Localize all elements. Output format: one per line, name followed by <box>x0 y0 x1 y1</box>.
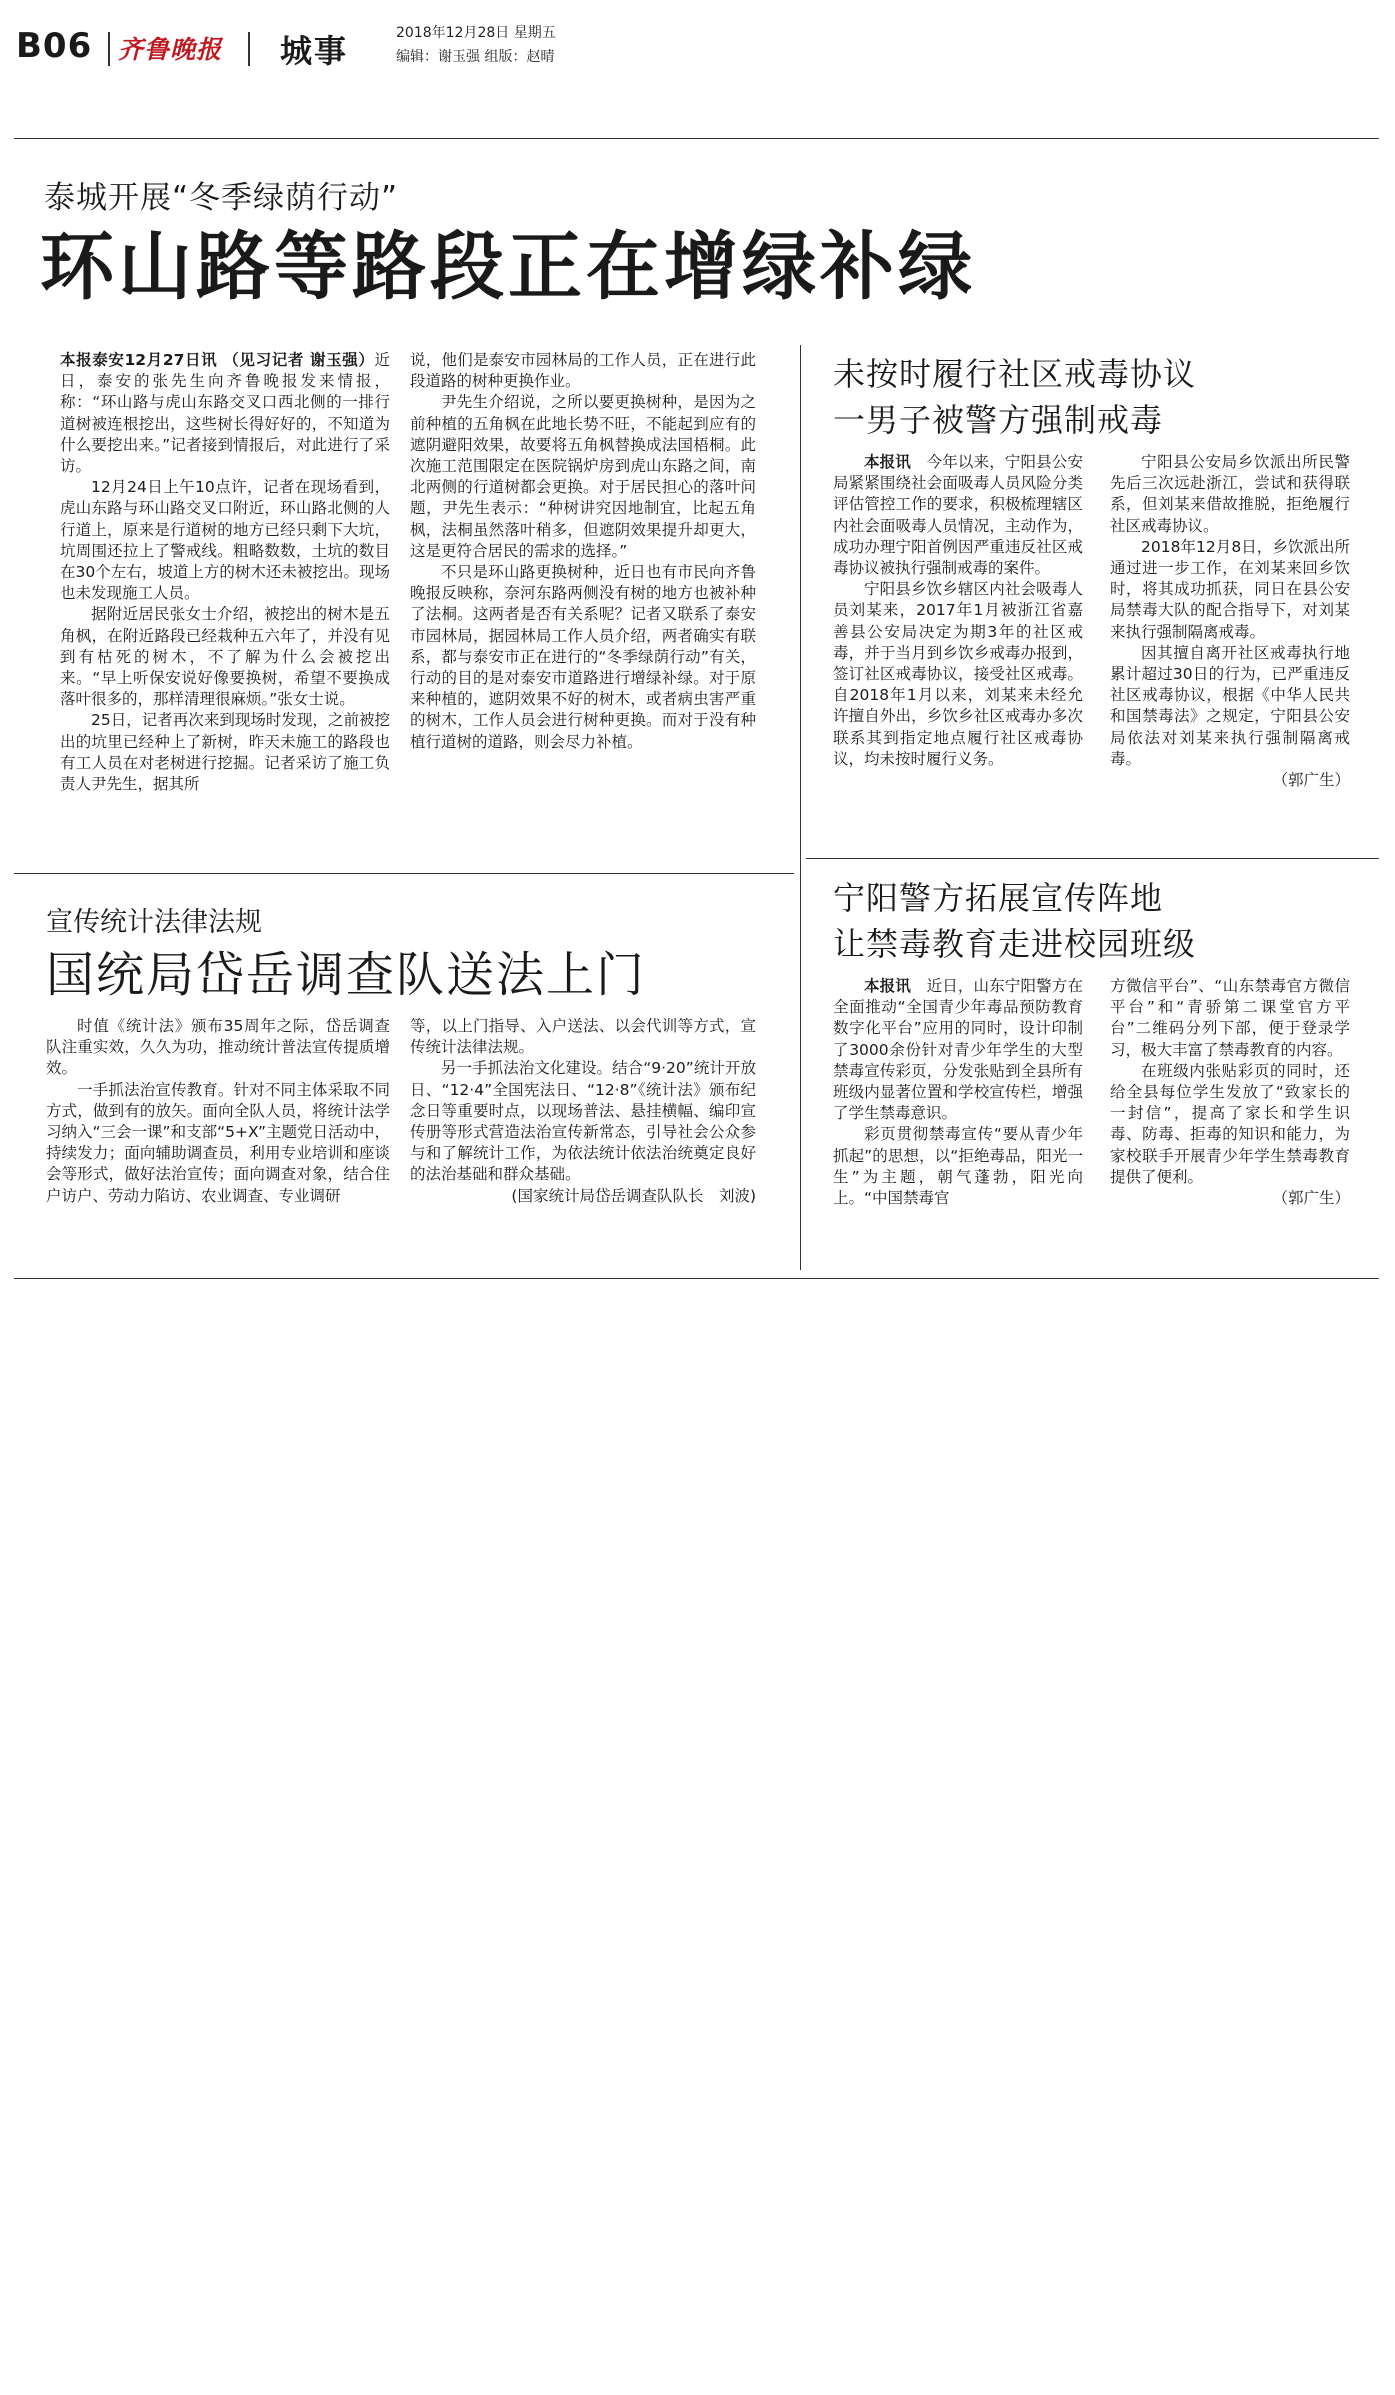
story-divider <box>806 858 1379 859</box>
newspaper-logo: 齐鲁晚报 <box>118 35 223 64</box>
story3-headline: 国统局岱岳调查队送法上门 <box>46 947 647 1003</box>
story2-paragraph: 今年以来，宁阳县公安局紧紧围绕社会面吸毒人员风险分类评估管控工作的要求，积极梳理辖区内社会面吸毒人员情况，主动作为，成功办理宁阳首例因严重违反社区戒毒协议被执行强制戒毒的案件。 <box>833 453 1083 578</box>
header-divider <box>108 32 110 66</box>
story2-paragraph: 宁阳县公安局乡饮派出所民警先后三次远赴浙江，尝试和获得联系，但刘某来借故推脱，拒绝履行社区戒毒协议。 <box>1110 453 1350 535</box>
story3-paragraph: 时值《统计法》颁布35周年之际，岱岳调查队注重实效，久久为功，推动统计普法宣传提质增效。 <box>46 1017 390 1078</box>
story2-signature: （郭广生） <box>1272 771 1350 790</box>
story2-paragraph: 2018年12月8日，乡饮派出所通过进一步工作，在刘某来回乡饮时，将其成功抓获，同日在县公安局禁毒大队的配合指导下，对刘某来执行强制隔离戒毒。 <box>1110 537 1350 641</box>
story2-column-1 <box>833 452 1083 770</box>
header-divider <box>248 32 250 66</box>
story1-kicker: 泰城开展“冬季绿荫行动” <box>44 180 399 216</box>
story1-paragraph: 说，他们是泰安市园林局的工作人员，正在进行此段道路的树种更换作业。 <box>410 351 756 391</box>
story-divider <box>14 873 794 874</box>
page-number: B06 <box>16 26 93 66</box>
header-rule <box>14 138 1379 139</box>
story3-paragraph: 一手抓法治宣传教育。针对不同主体采取不同方式，做到有的放矢。面向全队人员，将统计法学习纳入“三会一课”和支部“5+X”主题党日活动中，持续发力；面向辅助调查员，利用专业培训和座谈会等形式，做好法治宣传；面向调查对象，结合住户访户、劳动力陷访、农业调查、专业调研 <box>46 1080 390 1205</box>
story3-column-2 <box>410 1016 756 1207</box>
story1-column-1 <box>60 350 390 795</box>
story1-paragraph: 近日，泰安的张先生向齐鲁晚报发来情报，称：“环山路与虎山东路交叉口西北侧的一排行道树被连根挖出，这些树长得好好的，不知道为什么要挖出来。”记者接到情报后，对此进行了采访。 <box>60 351 390 476</box>
story2-headline-line2: 一男子被警方强制戒毒 <box>833 401 1164 439</box>
story3-signature: (国家统计局岱岳调查队队长 刘波) <box>511 1186 756 1205</box>
bottom-rule <box>14 1278 1379 1279</box>
date-line: 2018年12月28日 星期五 <box>396 25 556 41</box>
story3-kicker: 宣传统计法律法规 <box>46 907 262 938</box>
story2-headline-line1: 未按时履行社区戒毒协议 <box>833 355 1197 393</box>
editor-line: 编辑：谢玉强 组版：赵晴 <box>396 49 555 65</box>
story4-headline-line1: 宁阳警方拓展宣传阵地 <box>833 879 1164 917</box>
story1-paragraph: 不只是环山路更换树种，近日也有市民向齐鲁晚报反映称，奈河东路两侧没有树的地方也被补种了法桐。这两者是否有关系呢？记者又联系了泰安市园林局，据园林局工作人员介绍，两者确实有联系，都与泰安市正在进行的“冬季绿荫行动”有关，行动的目的是对泰安市道路进行增绿补绿。对于原来种植的，遮阴效果不好的树木，或者病虫害严重的树木，工作人员会进行树种更换。而对于没有种植行道树的道路，则会尽力补植。 <box>410 563 756 751</box>
column-divider <box>800 345 801 1270</box>
story3-paragraph: 另一手抓法治文化建设。结合“9·20”统计开放日、“12·4”全国宪法日、“12·8”《统计法》颁布纪念日等重要时点，以现场普法、悬挂横幅、编印宣传册等形式营造法治宣传新常态，引导社会公众参与和了解统计工作，为依法统计依法治统奠定良好的法治基础和群众基础。 <box>410 1059 756 1184</box>
story4-signature: （郭广生） <box>1272 1189 1350 1208</box>
story2-byline: 本报讯 <box>864 453 911 471</box>
story1-byline: 本报泰安12月27日讯 （见习记者 谢玉强） <box>60 351 375 369</box>
story4-paragraph: 近日，山东宁阳警方在全面推动“全国青少年毒品预防教育数字化平台”应用的同时，设计印制了3000余份针对青少年学生的大型禁毒宣传彩页，分发张贴到全县所有班级内显著位置和学校宣传栏，增强了学生禁毒意识。 <box>833 977 1083 1123</box>
story2-paragraph: 因其擅自离开社区戒毒执行地累计超过30日的行为，已严重违反社区戒毒协议，根据《中华人民共和国禁毒法》之规定，宁阳县公安局依法对刘某来执行强制隔离戒毒。 <box>1110 643 1350 768</box>
story4-byline: 本报讯 <box>864 977 911 995</box>
story1-paragraph: 12月24日上午10点许，记者在现场看到，虎山东路与环山路交叉口附近，环山路北侧的人行道上，原来是行道树的地方已经只剩下大坑，坑周围还拉上了警戒线。粗略数数，土坑的数目在30个左右，坡道上方的树木还未被挖出。现场也未发现施工人员。 <box>60 478 390 603</box>
story3-paragraph: 等，以上门指导、入户送法、以会代训等方式，宣传统计法律法规。 <box>410 1017 756 1057</box>
story4-paragraph: 彩页贯彻禁毒宣传“要从青少年抓起”的思想，以“拒绝毒品，阳光一生”为主题，朝气蓬勃，阳光向上。“中国禁毒官 <box>833 1125 1083 1208</box>
story4-column-1 <box>833 976 1083 1209</box>
story4-column-2 <box>1110 976 1350 1209</box>
story2-paragraph: 宁阳县乡饮乡辖区内社会吸毒人员刘某来，2017年1月被浙江省嘉善县公安局决定为期3年的社区戒毒，并于当月到乡饮乡戒毒办报到，签订社区戒毒协议，接受社区戒毒。自2018年1月以来，刘某来未经允许擅自外出，乡饮乡社区戒毒办多次联系其到指定地点履行社区戒毒协议，均未按时履行义务。 <box>833 580 1083 768</box>
story1-paragraph: 25日，记者再次来到现场时发现，之前被挖出的坑里已经种上了新树，昨天未施工的路段也有工人员在对老树进行挖掘。记者采访了施工负责人尹先生，据其所 <box>60 711 390 794</box>
story3-column-1 <box>46 1016 390 1207</box>
story1-headline: 环山路等路段正在增绿补绿 <box>40 224 976 310</box>
story1-column-2 <box>410 350 756 753</box>
story1-paragraph: 尹先生介绍说，之所以要更换树种，是因为之前种植的五角枫在此地长势不旺，不能起到应有的遮阴避阳效果，故要将五角枫替换成法国梧桐。此次施工范围限定在医院锅炉房到虎山东路之间，南北两侧的行道树都会更换。对于居民担心的落叶问题，尹先生表示：“种树讲究因地制宜，比起五角枫，法桐虽然落叶稍多，但遮阴效果提升却更大，这是更符合居民的需求的选择。” <box>410 393 756 560</box>
story4-headline-line2: 让禁毒教育走进校园班级 <box>833 925 1197 963</box>
story1-paragraph: 据附近居民张女士介绍，被挖出的树木是五角枫，在附近路段已经栽种五六年了，并没有见到有枯死的树木，不了解为什么会被挖出来。“早上听保安说好像要换树，希望不要换成落叶很多的，那样清理很麻烦。”张女士说。 <box>60 605 390 709</box>
story2-column-2 <box>1110 452 1350 791</box>
story4-paragraph: 在班级内张贴彩页的同时，还给全县每位学生发放了“致家长的一封信”，提高了家长和学生识毒、防毒、拒毒的知识和能力，为家校联手开展青少年学生禁毒教育提供了便利。 <box>1110 1061 1350 1186</box>
story4-paragraph: 方微信平台”、“山东禁毒官方微信平台”和“青骄第二课堂官方平台”二维码分列下部，便于登录学习，极大丰富了禁毒教育的内容。 <box>1110 977 1350 1059</box>
section-title: 城事 <box>280 32 349 70</box>
